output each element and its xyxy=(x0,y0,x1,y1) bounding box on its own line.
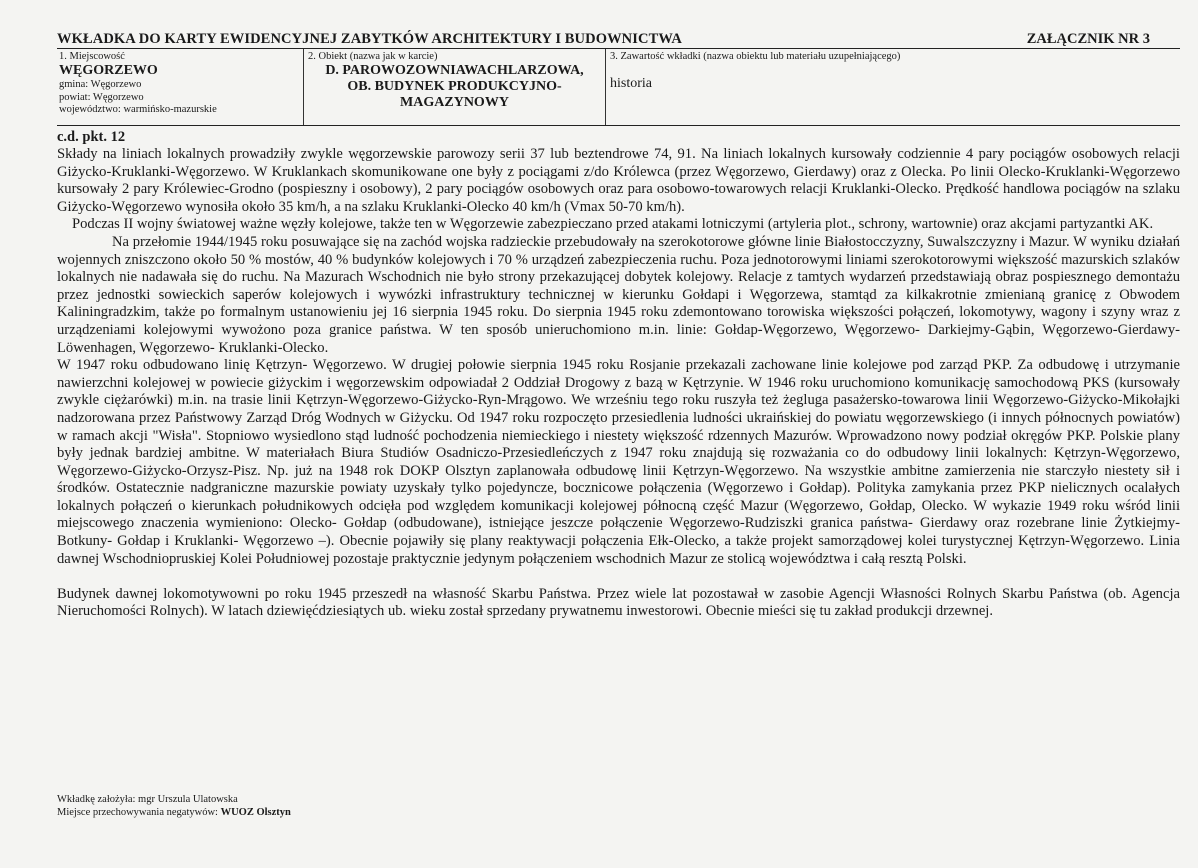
section-heading: c.d. pkt. 12 xyxy=(57,129,126,145)
content-value: historia xyxy=(610,76,652,91)
locality-label: 1. Miejscowość xyxy=(59,51,125,62)
paragraph: Budynek dawnej lokomotywowni po roku 1945 przeszedł na własność Skarbu Państwa. Przez wiele lat pozostawał w zasobie Agencji Własności Rolnych Skarbu Państwa (ob. Agencja Nieruchomości Rolnych). W latach dziewięćdziesiątych ub. wieku został sprzedany prywatnemu inwestorowi. Obecnie mieści się tu zakład produkcji drzewnej. xyxy=(57,585,1180,620)
header-table xyxy=(57,48,1180,126)
object-name-line1: D. PAROWOZOWNIAWACHLARZOWA, xyxy=(325,63,584,78)
object-name-line2: OB. BUDYNEK PRODUKCYJNO- xyxy=(347,79,562,94)
footer xyxy=(57,793,291,819)
content-label: 3. Zawartość wkładki (nazwa obiektu lub materiału uzupełniającego) xyxy=(610,51,901,62)
locality-cell xyxy=(57,49,303,125)
content-cell xyxy=(605,49,1180,125)
annex-number: ZAŁĄCZNIK NR 3 xyxy=(1026,31,1150,47)
object-label: 2. Obiekt (nazwa jak w karcie) xyxy=(308,51,438,62)
body-text xyxy=(57,146,1180,621)
paragraph: Na przełomie 1944/1945 roku posuwające się na zachód wojska radzieckie przebudowały na szerokotorowe główne linie Białostocczyzny, Suwalszczyzny i Mazur. W wyniku działań wojennych zniszczono około 50 % mostów, 40 % budynków kolejowych i 70 % urządzeń zabezpieczenia ruchu. Poza jednotorowymi liniami szerokotorowymi większość mazurskich szlaków lokalnych nie nadawała się do ruchu. Na Mazurach Wschodnich nie było strony przekazującej dobytek kolejowy. Relacje z tamtych wydarzeń przedstawiają obraz pospiesznego demontażu przez jednostki sowieckich saperów kolejowych i wywózki infrastruktury technicznej w kierunku Gołdapi i Węgorzewa, stamtąd za kilkakrotnie zmienianą granicę z Obwodem Kaliningradzkim, także po formalnym ustanowieniu jej 16 sierpnia 1945 roku. Do sierpnia 1945 roku zdemontowano torowiska większości połączeń, lokomotywy, wagony i szyny wraz z urządzeniami kolejowymi wywożono poza granice państwa. W ten sposób unieruchomiono m.in. linie: Gołdap-Węgorzewo, Węgorzewo- Darkiejmy-Gąbin, Węgorzewo-Gierdawy- Löwenhagen, Węgorzewo- Kruklanki-Olecko. xyxy=(57,233,1180,356)
powiat: powiat: Węgorzewo xyxy=(59,91,144,103)
object-name-line3: MAGAZYNOWY xyxy=(400,95,509,110)
author-line xyxy=(57,793,291,806)
author-label: Wkładkę założyła: xyxy=(57,794,139,805)
wojewodztwo: województwo: warmińsko-mazurskie xyxy=(59,104,217,115)
negatives-label: Miejsce przechowywania negatywów: xyxy=(57,807,221,818)
paragraph: W 1947 roku odbudowano linię Kętrzyn- Węgorzewo. W drugiej połowie sierpnia 1945 roku Rosjanie przekazali zachowane linie kolejowe pod zarząd PKP. Za odbudowę i utrzymanie nawierzchni kolejowej w powiecie giżyckim i węgorzewskim odpowiadał 2 Oddział Drogowy z bazą w Kętrzynie. W 1946 roku uruchomiono komunikację samochodową PKS (kursowały zwykle ciężarówki) m.in. na trasie linii Kętrzyn-Węgorzewo-Giżycko-Ryn-Mrągowo. We wrześniu tego roku ruszyła też żegluga pasażersko-towarowa linii Węgorzewo-Giżycko-Mikołajki nadzorowana przez Państwowy Zarząd Dróg Wodnych w Giżycku. Od 1947 roku rozpoczęto przesiedlenia ludności ukraińskiej do powiatu węgorzewskiego (i innych północnych powiatów) w ramach akcji "Wisła". Stopniowo wysiedlono stąd ludność pochodzenia niemieckiego i niestety większość rdzennych Mazurów. Wprowadzono nowy podział okręgów PKP. Polskie plany były jednak bardziej ambitne. W materiałach Biura Studiów Osadniczo-Przesiedleńczych z 1947 roku znajdują się rozważania co do odbudowy linii lokalnych: Kętrzyn-Węgorzewo, Węgorzewo-Giżycko-Orzysz-Pisz. Np. już na 1948 rok DOKP Olsztyn zaplanowała odbudowę linii Kętrzyn-Węgorzewo. Na wszystkie ambitne zamierzenia nie starczyło niestety sił i środków. Ostatecznie nadgraniczne mazurskie powiaty uzyskały tylko pojedyncze, bocznicowe połączenia (Węgorzewo i Gołdap). Polityka zamykania przez PKP nielicznych ocalałych lokalnych połączeń o kierunkach południkowych odcięła pod względem komunikacji kolejowej północną część Mazur (Węgorzewo, Gołdap, Olecko. W wykazie 1949 roku wśród linii miejscowego znaczenia wymieniono: Olecko- Gołdap (odbudowane), istniejące jeszcze połączenie Węgorzewo-Rudziszki granica państwa- Gierdawy oraz rozebrane linie Żytkiejmy-Botkuny- Gołdap i Kruklanki- Węgorzewo –). Obecnie pojawiły się plany reaktywacji połączenia Ełk-Olecko, a także projekt samorządowej kolei turystycznej Kętrzyn-Węgorzewo. Linia dawnej Wschodniopruskiej Kolei Południowej pozostaje praktycznie jedynym połączeniem wschodnich Mazur ze stolicą województwa i całą resztą Polski. xyxy=(57,357,1180,567)
paragraph: Podczas II wojny światowej ważne węzły kolejowe, także ten w Węgorzewie zabezpieczano przed atakami lotniczymi (artyleria plot., schrony, wartownie) oraz akcjami partyzantki AK. xyxy=(72,216,1154,233)
negatives-line xyxy=(57,806,291,819)
locality-name: WĘGORZEWO xyxy=(59,63,158,78)
document-title: WKŁADKA DO KARTY EWIDENCYJNEJ ZABYTKÓW ARCHITEKTURY I BUDOWNICTWA xyxy=(57,31,682,47)
object-cell xyxy=(303,49,605,125)
negatives-location: WUOZ Olsztyn xyxy=(220,807,291,818)
author-name: mgr Urszula Ulatowska xyxy=(138,794,238,805)
gmina: gmina: Węgorzewo xyxy=(59,79,142,90)
paragraph: Składy na liniach lokalnych prowadziły zwykle węgorzewskie parowozy serii 37 lub beztendrowe 74, 91. Na liniach lokalnych kursowały codziennie 4 pary pociągów osobowych relacji Giżycko-Kruklanki-Węgorzewo. W Kruklankach skomunikowane one były z pociągami z/do Królewca (przez Węgorzewo, Gierdawy) oraz z Olecka. Po linii Olecko-Kruklanki-Węgorzewo kursowały 2 pary Królewiec-Grodno (pospieszny i osobowy), 2 pary pociągów osobowych oraz para osobowo-towarowych relacji Kruklanki-Olecko. Prędkość handlowa pociągów na szlaku Giżycko-Węgorzewo wynosiła około 35 km/h, a na szlaku Kruklanki-Olecko 40 km/h (Vmax 50-70 km/h). xyxy=(57,146,1180,215)
